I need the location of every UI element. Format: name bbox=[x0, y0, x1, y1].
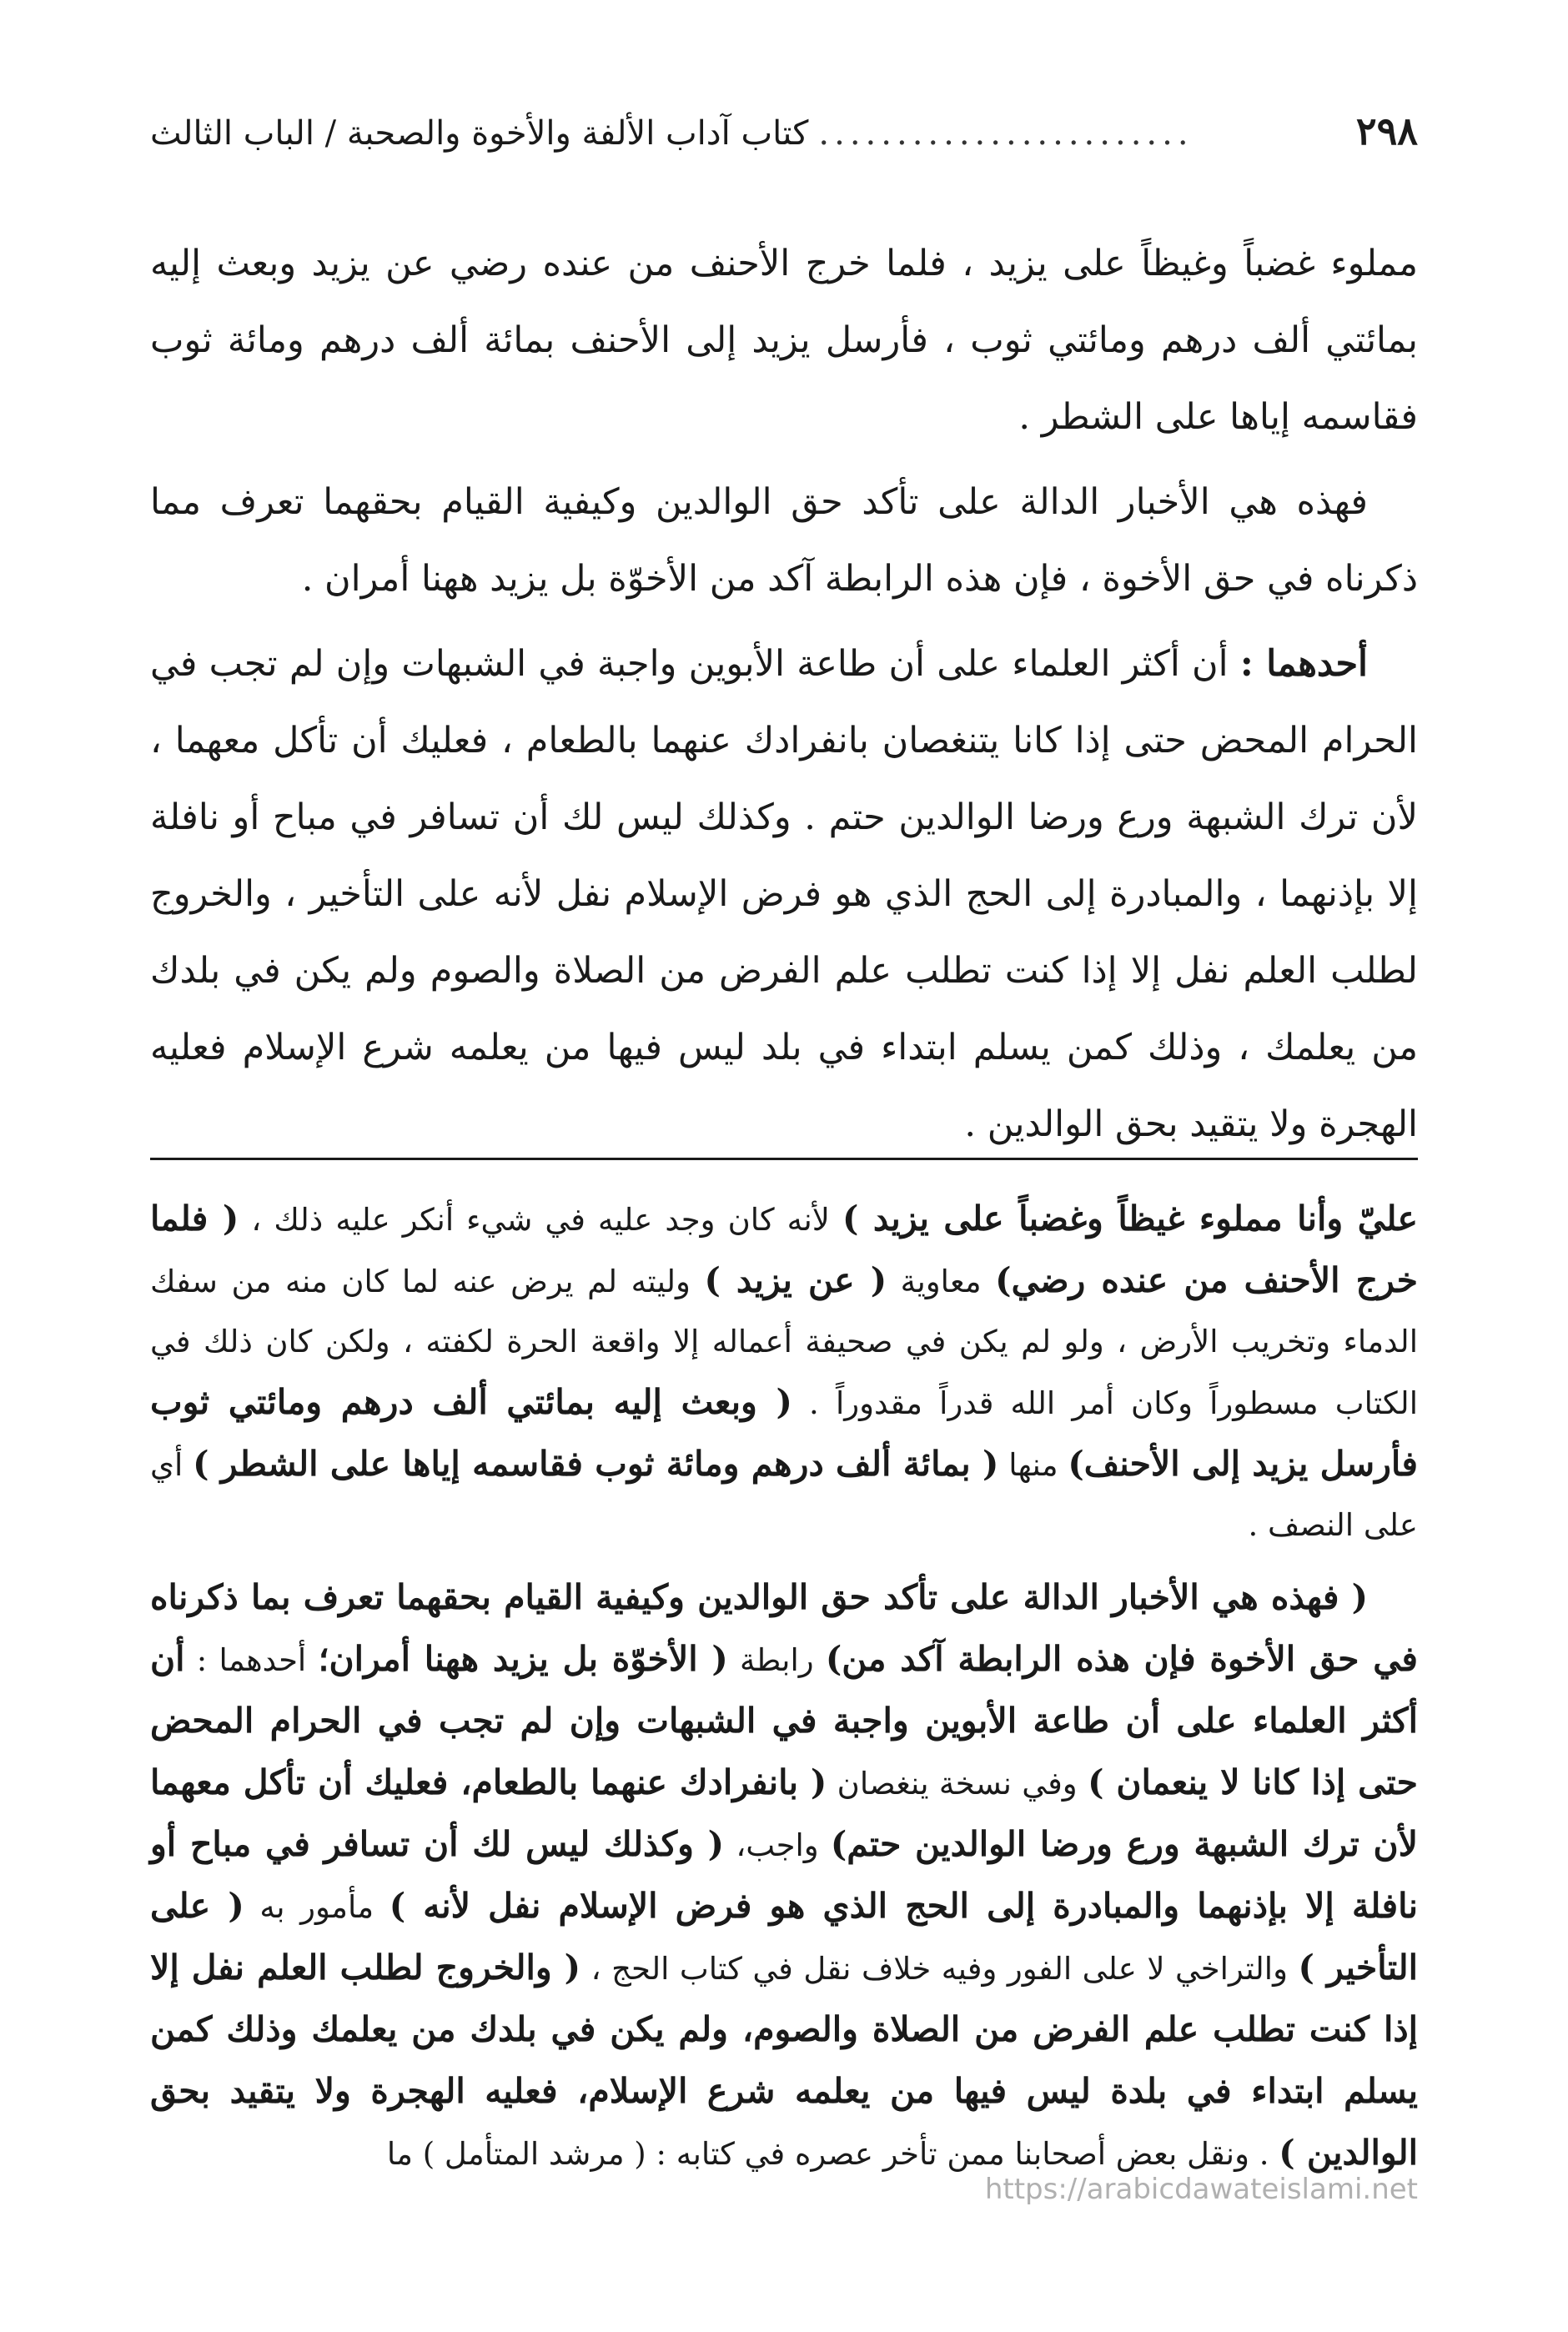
commentary-section bbox=[150, 1189, 1418, 2196]
quoted-text: ( فلما خرج الأحنف من عنده رضي) bbox=[150, 1199, 1419, 1300]
quoted-text: ( فهذه هي الأخبار الدالة على تأكد حق الوالدين وكيفية القيام بحقهما تعرف بما ذكرناه في حق الأخوة فإن هذه الرابطة آكد من) bbox=[150, 1577, 1419, 1679]
commentary-text: أحدهما : bbox=[184, 1642, 319, 1678]
quoted-text: ( بانفرادك عنهما بالطعام، فعليك أن تأكل معهما لأن ترك الشبهة ورع ورضا الوالدين حتم) bbox=[150, 1762, 1418, 1864]
commentary-text: لأنه كان وجد عليه في شيء أنكر عليه ذلك ، bbox=[239, 1202, 842, 1238]
main-paragraph-2: فهذه هي الأخبار الدالة على تأكد حق الوالدين وكيفية القيام بحقهما تعرف مما ذكرناه في حق الأخوة ، فإن هذه الرابطة آكد من الأخوّة بل يزيد ههنا أمران . bbox=[150, 481, 1418, 600]
header-leader-dots: ........................ bbox=[818, 114, 1194, 153]
commentary-text: مأمور به bbox=[244, 1889, 389, 1925]
commentary-paragraph-2 bbox=[150, 1567, 1418, 2184]
commentary-text: . ونقل بعض أصحابنا ممن تأخر عصره في كتابه : ( مرشد المتأمل ) ما bbox=[386, 2136, 1279, 2172]
main-paragraph-3-lead: أحدهما : bbox=[1239, 643, 1368, 685]
page-number: ٢٩٨ bbox=[1355, 108, 1418, 153]
page-header bbox=[150, 108, 1418, 175]
commentary-text: أي على النصف . bbox=[150, 1447, 1418, 1543]
quoted-text: ( الأخوّة بل يزيد ههنا أمران؛ bbox=[318, 1639, 728, 1679]
quoted-text: ( عن يزيد ) bbox=[704, 1260, 887, 1300]
quoted-text: ( بمائة ألف درهم ومائة ثوب فقاسمه إياها على الشطر ) bbox=[193, 1444, 999, 1484]
quoted-text: عليّ وأنا مملوء غيظاً وغضباً على يزيد ) bbox=[842, 1199, 1418, 1239]
commentary-text: معاوية bbox=[887, 1264, 996, 1299]
quoted-text: ( وكذلك ليس لك أن تسافر في مباح أو نافلة إلا بإذنهما والمبادرة إلى الحج الذي هو فرض الإسلام نفل لأنه ) bbox=[150, 1824, 1418, 1926]
commentary-text: منها bbox=[998, 1447, 1068, 1483]
commentary-paragraph-1 bbox=[150, 1189, 1418, 1556]
header-title-group bbox=[150, 114, 1204, 153]
quoted-text: أن أكثر العلماء على أن طاعة الأبوين واجبة في الشبهات وإن لم تجب في الحرام المحض حتى إذا كانا لا ينعمان ) bbox=[150, 1639, 1419, 1802]
main-text bbox=[150, 225, 1418, 1171]
commentary-text: رابطة bbox=[727, 1642, 826, 1678]
quoted-text: ( وبعث إليه بمائتي ألف درهم ومائتي ثوب فأرسل يزيد إلى الأحنف) bbox=[150, 1382, 1418, 1484]
main-paragraph-3-text: أن أكثر العلماء على أن طاعة الأبوين واجبة في الشبهات وإن لم تجب في الحرام المحض حتى إذا كانا يتنغصان بانفرادك عنهما بالطعام ، فعليك أن تأكل معهما ، لأن ترك الشبهة ورع ورضا الوالدين حتم . وكذلك ليس لك أن تسافر في مباح أو نافلة إلا بإذنهما ، والمبادرة إلى الحج الذي هو فرض الإسلام نفل لأنه على التأخير ، والخروج لطلب العلم نفل إلا إذا كنت تطلب علم الفرض من الصلاة والصوم ولم يكن في بلدك من يعلمك ، وذلك كمن يسلم ابتداء في بلد ليس فيها من يعلمه شرع الإسلام فعليه الهجرة ولا يتقيد بحق الوالدين . bbox=[150, 643, 1418, 1145]
footnote-separator bbox=[150, 1158, 1418, 1160]
commentary-text: وليته لم يرض عنه لما كان منه من سفك الدماء وتخريب الأرض ، ولو لم يكن في صحيفة أعماله إلا واقعة الحرة لكفته ، ولكن كان ذلك في الكتاب مسطوراً وكان أمر الله قدراً مقدوراً . bbox=[150, 1264, 1418, 1421]
commentary-text: وفي نسخة ينغصان bbox=[827, 1766, 1088, 1802]
source-watermark: https://arabicdawateislami.net bbox=[984, 2173, 1418, 2206]
commentary-text: والتراخي لا على الفور وفيه خلاف نقل في كتاب الحج ، bbox=[580, 1951, 1299, 1987]
commentary-text: واجب، bbox=[724, 1827, 831, 1863]
main-paragraph-1: مملوء غضباً وغيظاً على يزيد ، فلما خرج الأحنف من عنده رضي عن يزيد وبعث إليه بمائتي ألف درهم ومائتي ثوب ، فأرسل يزيد إلى الأحنف بمائة ألف درهم ومائة ثوب فقاسمه إياها على الشطر . bbox=[150, 243, 1418, 438]
main-paragraph-3 bbox=[150, 626, 1418, 1163]
quoted-text: ( على التأخير ) bbox=[150, 1886, 1419, 1988]
running-title: كتاب آداب الألفة والأخوة والصحبة / الباب الثالث bbox=[150, 114, 809, 153]
quoted-text: ( والخروج لطلب العلم نفل إلا إذا كنت تطلب علم الفرض من الصلاة والصوم، ولم يكن في بلدك من يعلمك وذلك كمن يسلم ابتداء في بلدة ليس فيها من يعلمه شرع الإسلام، فعليه الهجرة ولا يتقيد بحق الوالدين ) bbox=[150, 1948, 1418, 2173]
